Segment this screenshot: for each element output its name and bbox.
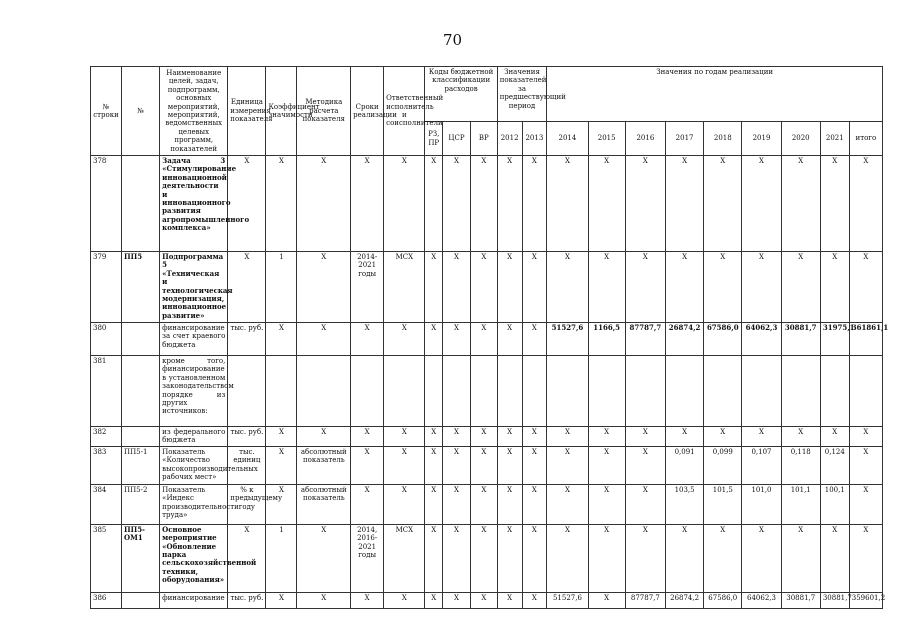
year-value-cell: 67586,0	[704, 592, 742, 608]
table-body	[91, 156, 889, 609]
prev-value-cell: X	[497, 323, 522, 356]
table-row	[91, 592, 883, 608]
year-value-cell: 26874,2	[666, 323, 704, 356]
budget-code-cell: X	[470, 446, 497, 484]
coef-cell: X	[266, 156, 297, 252]
prev-value-cell: X	[522, 427, 547, 447]
year-value-cell: X	[666, 524, 704, 592]
header-year-2012: 2012	[497, 122, 522, 156]
method-cell: абсолютный показатель	[297, 446, 351, 484]
method-cell: X	[297, 156, 351, 252]
code-cell: ПП5-1	[121, 446, 159, 484]
year-value-cell: 1166,5	[588, 323, 625, 356]
year-value-cell: 87787,7	[625, 592, 665, 608]
code-cell: ПП5	[121, 252, 159, 323]
header-year-2017: 2017	[666, 122, 704, 156]
name-cell: финансирование за счет краевого бюджета	[160, 323, 228, 356]
coef-cell: 1	[266, 252, 297, 323]
year-value-cell: X	[625, 156, 665, 252]
year-value-cell: X	[820, 252, 849, 323]
year-value-cell: X	[704, 156, 742, 252]
executor-cell: X	[384, 592, 425, 608]
budget-code-cell: X	[425, 252, 443, 323]
code-cell	[121, 156, 159, 252]
budget-code-cell: X	[425, 323, 443, 356]
year-value-cell	[742, 356, 781, 427]
year-value-cell: 0,118	[781, 446, 820, 484]
unit-cell: тыс. единиц	[228, 446, 266, 484]
header-year-2019: 2019	[742, 122, 781, 156]
total-cell	[849, 356, 882, 427]
table-row	[91, 156, 883, 252]
prev-value-cell: X	[497, 446, 522, 484]
total-cell: X	[849, 524, 882, 592]
year-value-cell: 101,5	[704, 484, 742, 524]
year-value-cell: X	[625, 446, 665, 484]
year-value-cell: 30881,7	[781, 323, 820, 356]
year-value-cell: X	[547, 524, 588, 592]
header-total: итого	[849, 122, 882, 156]
year-value-cell: X	[588, 427, 625, 447]
budget-code-cell: X	[443, 427, 471, 447]
terms-cell	[351, 356, 384, 427]
code-cell	[121, 323, 159, 356]
method-cell: X	[297, 592, 351, 608]
header-year-2021: 2021	[820, 122, 849, 156]
code-cell	[121, 592, 159, 608]
code-cell: ПП5-2	[121, 484, 159, 524]
header-coef: Коэффициент значимости	[266, 67, 297, 156]
header-codes: Коды бюджетной классификации расходов	[425, 67, 497, 122]
year-value-cell: X	[625, 484, 665, 524]
budget-code-cell: X	[470, 427, 497, 447]
year-value-cell: X	[704, 427, 742, 447]
header-unit: Единица измерения показателя	[228, 67, 266, 156]
budget-code-cell: X	[443, 592, 471, 608]
header-code-rz: РЗ, ПР	[425, 122, 443, 156]
unit-cell: X	[228, 524, 266, 592]
executor-cell: X	[384, 484, 425, 524]
year-value-cell: 87787,7	[625, 323, 665, 356]
table-header	[91, 67, 883, 156]
year-value-cell	[820, 356, 849, 427]
budget-code-cell: X	[425, 524, 443, 592]
year-value-cell: X	[625, 427, 665, 447]
code-cell: ПП5-ОМ1	[121, 524, 159, 592]
year-value-cell	[666, 356, 704, 427]
year-value-cell: 0,124	[820, 446, 849, 484]
year-value-cell	[588, 356, 625, 427]
header-year-2016: 2016	[625, 122, 665, 156]
method-cell: X	[297, 252, 351, 323]
terms-cell: X	[351, 427, 384, 447]
prev-value-cell	[522, 356, 547, 427]
prev-value-cell: X	[497, 592, 522, 608]
year-value-cell: 67586,0	[704, 323, 742, 356]
terms-cell: 2014-2021 годы	[351, 252, 384, 323]
year-value-cell: X	[820, 524, 849, 592]
unit-cell: % к предыдущему году	[228, 484, 266, 524]
year-value-cell: X	[588, 524, 625, 592]
budget-code-cell: X	[425, 427, 443, 447]
unit-cell: X	[228, 252, 266, 323]
prev-value-cell: X	[522, 323, 547, 356]
budget-code-cell: X	[443, 156, 471, 252]
year-value-cell: X	[588, 252, 625, 323]
unit-cell: тыс. руб.	[228, 323, 266, 356]
year-value-cell: 30881,7	[781, 592, 820, 608]
year-value-cell: X	[820, 156, 849, 252]
terms-cell: X	[351, 484, 384, 524]
budget-code-cell: X	[425, 446, 443, 484]
total-cell: 361861,1	[849, 323, 882, 356]
year-value-cell	[781, 356, 820, 427]
header-year-2013: 2013	[522, 122, 547, 156]
prev-value-cell: X	[522, 252, 547, 323]
unit-cell: тыс. руб.	[228, 592, 266, 608]
row-number-cell: 385	[91, 524, 122, 592]
name-cell: Основное мероприятие «Обновление парка сельскохозяйственной техники, оборудования»	[160, 524, 228, 592]
header-no: №	[121, 67, 159, 156]
header-year-2014: 2014	[547, 122, 588, 156]
total-cell: X	[849, 446, 882, 484]
year-value-cell: X	[547, 484, 588, 524]
row-number-cell: 384	[91, 484, 122, 524]
terms-cell: 2014, 2016-2021 годы	[351, 524, 384, 592]
year-value-cell: 103,5	[666, 484, 704, 524]
budget-code-cell	[443, 356, 471, 427]
budget-code-cell: X	[425, 592, 443, 608]
year-value-cell: X	[742, 427, 781, 447]
executor-cell: X	[384, 446, 425, 484]
year-value-cell: X	[547, 446, 588, 484]
executor-cell	[384, 356, 425, 427]
name-cell: Задача 3 «Стимулирование инновационной деятельности и инновационного развития агропромышленного комплекса»	[160, 156, 228, 252]
executor-cell: МСХ	[384, 524, 425, 592]
budget-code-cell: X	[443, 252, 471, 323]
year-value-cell: X	[781, 427, 820, 447]
page-number: 70	[442, 31, 463, 49]
header-method: Методика расчета показателя	[297, 67, 351, 156]
prev-value-cell: X	[497, 524, 522, 592]
executor-cell: X	[384, 427, 425, 447]
terms-cell: X	[351, 592, 384, 608]
year-value-cell: X	[547, 252, 588, 323]
terms-cell: X	[351, 446, 384, 484]
table-row	[91, 252, 883, 323]
year-value-cell: X	[625, 524, 665, 592]
unit-cell	[228, 356, 266, 427]
table-row	[91, 323, 883, 356]
budget-code-cell: X	[470, 156, 497, 252]
budget-code-cell: X	[443, 524, 471, 592]
total-cell: X	[849, 252, 882, 323]
year-value-cell: X	[781, 524, 820, 592]
row-number-cell: 383	[91, 446, 122, 484]
coef-cell: X	[266, 592, 297, 608]
year-value-cell: X	[742, 252, 781, 323]
header-by-years: Значения по годам реализации	[547, 67, 883, 122]
name-cell: из федерального бюджета	[160, 427, 228, 447]
year-value-cell: X	[588, 156, 625, 252]
unit-cell: X	[228, 156, 266, 252]
name-cell: кроме того, финансирование в установленном законодательством порядке из других источников:	[160, 356, 228, 427]
year-value-cell: X	[781, 252, 820, 323]
table-row	[91, 446, 883, 484]
year-value-cell: 101,1	[781, 484, 820, 524]
coef-cell: X	[266, 484, 297, 524]
year-value-cell: X	[547, 156, 588, 252]
year-value-cell: 26874,2	[666, 592, 704, 608]
coef-cell	[266, 356, 297, 427]
year-value-cell: 64062,3	[742, 323, 781, 356]
header-code-vr: ВР	[470, 122, 497, 156]
header-year-2015: 2015	[588, 122, 625, 156]
budget-code-cell	[470, 356, 497, 427]
budget-code-cell: X	[443, 323, 471, 356]
total-cell: X	[849, 427, 882, 447]
executor-cell: МСХ	[384, 252, 425, 323]
name-cell: финансирование	[160, 592, 228, 608]
prev-value-cell: X	[497, 484, 522, 524]
indicators-table	[90, 66, 889, 609]
year-value-cell: 100,1	[820, 484, 849, 524]
prev-value-cell: X	[522, 524, 547, 592]
year-value-cell: 64062,3	[742, 592, 781, 608]
prev-value-cell: X	[522, 484, 547, 524]
executor-cell: X	[384, 323, 425, 356]
method-cell	[297, 356, 351, 427]
total-cell: X	[849, 484, 882, 524]
name-cell: Показатель «Индекс производительности труда»	[160, 484, 228, 524]
year-value-cell: X	[666, 252, 704, 323]
year-value-cell: X	[820, 427, 849, 447]
prev-value-cell: X	[497, 427, 522, 447]
prev-value-cell	[497, 356, 522, 427]
method-cell: X	[297, 524, 351, 592]
year-value-cell: X	[742, 524, 781, 592]
year-value-cell: X	[704, 252, 742, 323]
header-code-csr: ЦСР	[443, 122, 471, 156]
row-number-cell: 378	[91, 156, 122, 252]
method-cell: X	[297, 427, 351, 447]
prev-value-cell: X	[497, 252, 522, 323]
budget-code-cell: X	[470, 323, 497, 356]
year-value-cell: 101,0	[742, 484, 781, 524]
terms-cell: X	[351, 323, 384, 356]
year-value-cell	[547, 356, 588, 427]
table-row	[91, 524, 883, 592]
budget-code-cell: X	[425, 484, 443, 524]
budget-code-cell: X	[443, 446, 471, 484]
table-row	[91, 484, 883, 524]
year-value-cell: 51527,6	[547, 323, 588, 356]
header-executor: Ответственный исполнитель и соисполнители	[384, 67, 425, 156]
header-terms: Сроки реализации	[351, 67, 384, 156]
year-value-cell: X	[547, 427, 588, 447]
name-cell: Подпрограмма 5 «Техническая и технологическая модернизация, инновационное развитие»	[160, 252, 228, 323]
budget-code-cell: X	[470, 592, 497, 608]
method-cell: X	[297, 323, 351, 356]
year-value-cell	[625, 356, 665, 427]
budget-code-cell: X	[470, 252, 497, 323]
total-cell: X	[849, 156, 882, 252]
total-cell: 359601,2	[849, 592, 882, 608]
year-value-cell: X	[704, 524, 742, 592]
budget-code-cell: X	[443, 484, 471, 524]
year-value-cell: X	[625, 252, 665, 323]
unit-cell: тыс. руб.	[228, 427, 266, 447]
coef-cell: 1	[266, 524, 297, 592]
row-number-cell: 380	[91, 323, 122, 356]
header-year-2020: 2020	[781, 122, 820, 156]
prev-value-cell: X	[522, 156, 547, 252]
budget-code-cell: X	[470, 524, 497, 592]
year-value-cell: X	[781, 156, 820, 252]
year-value-cell: X	[588, 592, 625, 608]
row-number-cell: 386	[91, 592, 122, 608]
header-year-2018: 2018	[704, 122, 742, 156]
year-value-cell: X	[666, 427, 704, 447]
executor-cell: X	[384, 156, 425, 252]
prev-value-cell: X	[497, 156, 522, 252]
header-prev: Значения показателей за предшествующий период	[497, 67, 547, 122]
table-row	[91, 356, 883, 427]
terms-cell: X	[351, 156, 384, 252]
year-value-cell	[704, 356, 742, 427]
coef-cell: X	[266, 427, 297, 447]
table-row	[91, 427, 883, 447]
year-value-cell: X	[588, 484, 625, 524]
prev-value-cell: X	[522, 592, 547, 608]
year-value-cell: X	[588, 446, 625, 484]
year-value-cell: 0,107	[742, 446, 781, 484]
year-value-cell: X	[666, 156, 704, 252]
name-cell: Показатель «Количество высокопроизводительных рабочих мест»	[160, 446, 228, 484]
row-number-cell: 382	[91, 427, 122, 447]
budget-code-cell: X	[425, 156, 443, 252]
coef-cell: X	[266, 323, 297, 356]
year-value-cell: 51527,6	[547, 592, 588, 608]
coef-cell: X	[266, 446, 297, 484]
year-value-cell: 31975,1	[820, 323, 849, 356]
code-cell	[121, 427, 159, 447]
year-value-cell: 30881,7	[820, 592, 849, 608]
year-value-cell: 0,099	[704, 446, 742, 484]
code-cell	[121, 356, 159, 427]
prev-value-cell: X	[522, 446, 547, 484]
budget-code-cell	[425, 356, 443, 427]
method-cell: абсолютный показатель	[297, 484, 351, 524]
year-value-cell: 0,091	[666, 446, 704, 484]
budget-code-cell: X	[470, 484, 497, 524]
row-number-cell: 381	[91, 356, 122, 427]
row-number-cell: 379	[91, 252, 122, 323]
year-value-cell: X	[742, 156, 781, 252]
header-name: Наименование целей, задач, подпрограмм, основных мероприятий, мероприятий, ведомственных целевых программ, показателей	[160, 67, 228, 156]
header-row-no: № строки	[91, 67, 122, 156]
